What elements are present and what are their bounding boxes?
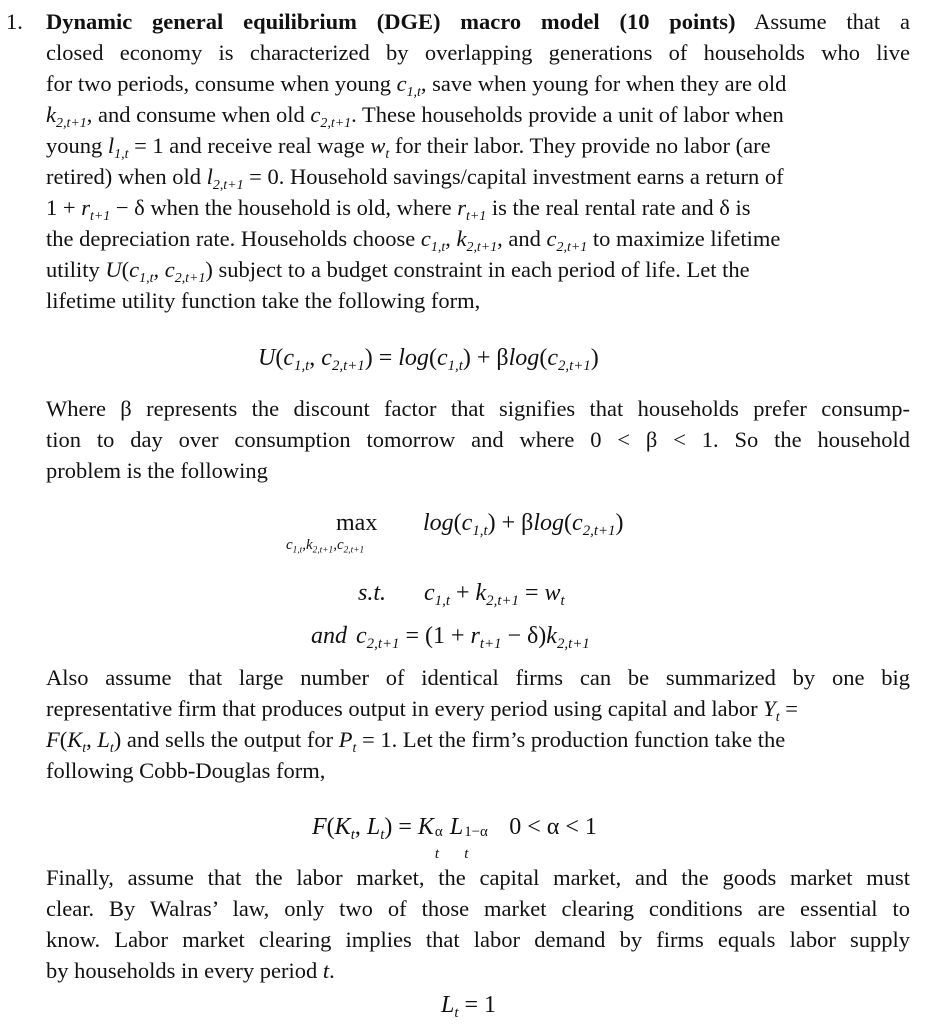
intro-line-2: for two periods, consume when young $c_{1,t}$, save when young for when they are old [46, 71, 787, 100]
para4-line-4-text: by households in every period [46, 958, 318, 983]
para4-line-3: know. Labor market clearing implies that labor demand by firms equals labor supply [46, 927, 910, 952]
problem-first-line [46, 7, 910, 37]
utility-equation: $U(c_{1,t}$, $c_{2,t+1}) = \log(c_{1,t}) + \beta\log(c_{2,t+1})$ [258, 345, 599, 375]
max-subscript: $c_{1,t},k_{2,t+1},c_{2,t+1}$ [286, 537, 365, 556]
intro-line-4: young $l_{1,t} = 1$ and receive real wage $w_t$ for their labor. They provide no labor (are [46, 133, 771, 162]
st-label: s.t. [358, 580, 387, 606]
intro-line-1: closed economy is characterized by overlapping generations of households who live [46, 40, 910, 65]
intro-first: Assume that a [754, 9, 910, 34]
production-function: $F(K_t$, $L_t) = K$ α t L 1−α t 0 < α < 1 [312, 814, 597, 862]
para2-line-3: problem is the following [46, 458, 268, 483]
para2-line-1: Where β represents the discount factor that signifies that households prefer consump- [46, 396, 910, 421]
max-operator: max [336, 510, 378, 536]
and-label: and [311, 623, 347, 649]
para3-line-2: representative firm that produces output in every period using capital and labor $Y_t$ = [46, 696, 798, 725]
para3-line-2-text: representative firm that produces output in every period using capital and labor [46, 696, 758, 721]
budget-old: $c_{2,t+1} = (1 + r_{t+1} - \delta)k_{2,t+1}$ [356, 623, 590, 653]
intro-line-7: the depreciation rate. Households choose $c_{1,t}$, $k_{2,t+1}$, and $c_{2,t+1}$ to maximize lifetime [46, 226, 781, 255]
problem-number: 1. [6, 9, 23, 34]
para3-line-1: Also assume that large number of identical firms can be summarized by one big [46, 665, 910, 690]
para4-line-2: clear. By Walras’ law, only two of those market clearing conditions are essential to [46, 896, 910, 921]
intro-line-8: utility $U(c_{1,t}$, $c_{2,t+1}$) subject to a budget constraint in each period of life. Let the [46, 257, 750, 286]
intro-line-6: $1 + r_{t+1} - \delta$ when the household is old, where $r_{t+1}$ is the real rental rate and δ is [46, 195, 751, 224]
problem-title: Dynamic general equilibrium (DGE) macro model (10 points) [46, 9, 736, 34]
para4-line-4: by households in every period t. [46, 958, 335, 983]
para3-line-3: $F(K_t$, $L_t$) and sells the output for $P_t = 1$. Let the firm’s production function take the [46, 727, 786, 756]
para3-line-3-text: and sells the output for [126, 727, 334, 752]
intro-line-9: lifetime utility function take the following form, [46, 288, 481, 313]
intro-line-5: retired) when old $l_{2,t+1} = 0$. Household savings/capital investment earns a return of [46, 164, 784, 193]
alpha-range: 0 < α < 1 [509, 814, 597, 840]
para4-line-1: Finally, assume that the labor market, the capital market, and the goods market must [46, 865, 910, 890]
labor-clearing-equation: $L_t = 1$ [441, 992, 497, 1022]
max-objective: $\log(c_{1,t}) + \beta\log(c_{2,t+1})$ [423, 510, 624, 540]
intro-line-3: $k_{2,t+1}$, and consume when old $c_{2,t+1}$. These households provide a unit of labor when [46, 102, 784, 131]
para3-line-3-tail: . Let the firm’s production function take the [391, 727, 786, 752]
para2-line-2: tion to day over consumption tomorrow and where 0 < β < 1. So the household [46, 427, 910, 452]
para3-line-4: following Cobb-Douglas form, [46, 758, 326, 783]
budget-young: $c_{1,t} + k_{2,t+1} = w_t$ [424, 580, 565, 610]
